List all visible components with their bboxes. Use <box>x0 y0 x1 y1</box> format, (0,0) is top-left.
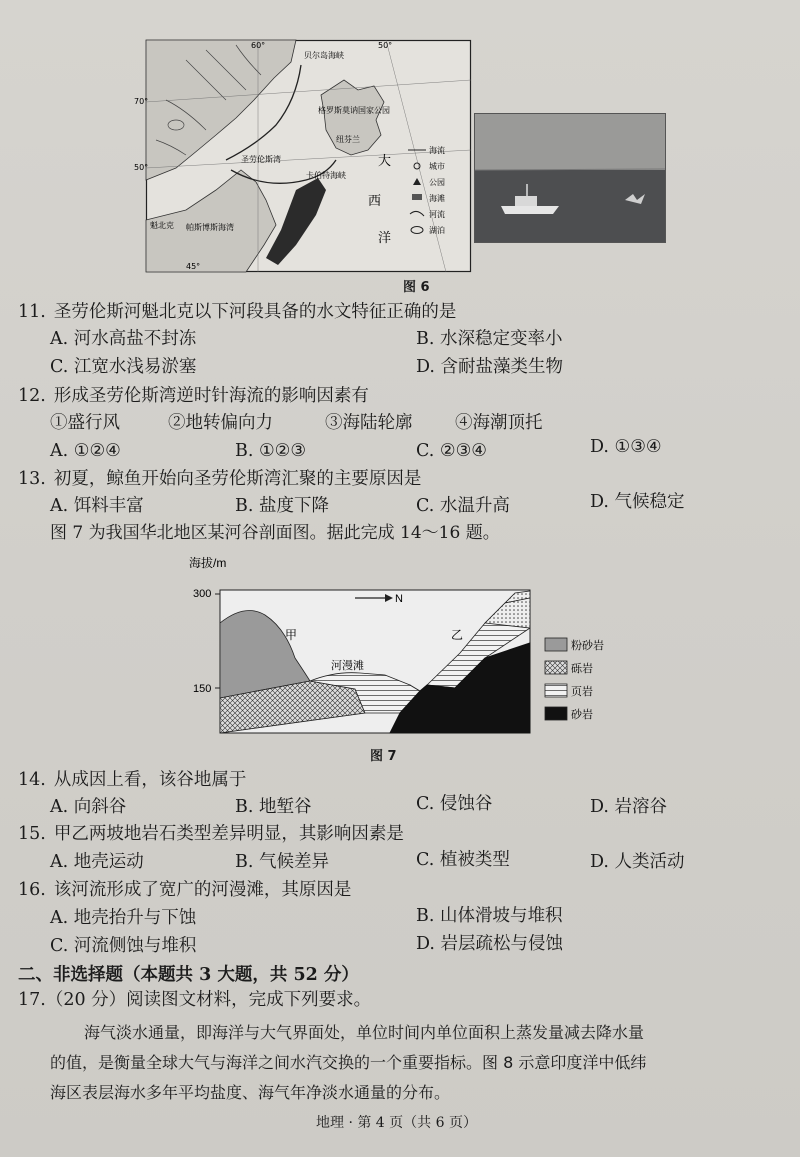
lon-45-label: 45° <box>186 262 201 271</box>
question-14: 14. 从成因上看，该谷地属于 <box>18 770 247 790</box>
q13-option-d[interactable]: D. 气候稳定 <box>590 492 685 512</box>
slope-yi-label: 乙 <box>451 628 464 642</box>
svg-text:粉砂岩: 粉砂岩 <box>571 639 604 652</box>
q16-option-c[interactable]: C. 河流侧蚀与堆积 <box>50 936 197 956</box>
figure7-tick-150: 150 <box>193 683 212 695</box>
q17-paragraph-line-3: 海区表层海水多年平均盐度、海气年净淡水通量的分布。 <box>50 1083 451 1102</box>
gros-morne-label: 格罗斯莫讷国家公园 <box>318 106 390 115</box>
q12-option-c[interactable]: C. ②③④ <box>416 441 487 461</box>
q12-option-a[interactable]: A. ①②④ <box>50 441 121 461</box>
figure7-intro: 图 7 为我国华北地区某河谷剖面图。据此完成 14～16 题。 <box>50 523 500 543</box>
lon-60-label: 60° <box>251 41 266 50</box>
q11-option-a[interactable]: A. 河水高盐不封冻 <box>50 329 197 349</box>
q14-option-d[interactable]: D. 岩溶谷 <box>590 797 668 817</box>
newfoundland-label: 纽芬兰 <box>336 135 360 144</box>
svg-text:砾岩: 砾岩 <box>571 662 593 675</box>
q11-option-d[interactable]: D. 含耐盐藻类生物 <box>416 357 564 377</box>
q15-option-c[interactable]: C. 植被类型 <box>416 850 510 870</box>
question-11: 11. 圣劳伦斯河魁北克以下河段具备的水文特征正确的是 <box>18 302 457 322</box>
q14-option-b[interactable]: B. 地堑谷 <box>235 797 312 817</box>
question-13: 13. 初夏，鲸鱼开始向圣劳伦斯湾汇聚的主要原因是 <box>18 469 422 489</box>
q12-factor-4: ④海潮顶托 <box>455 413 543 433</box>
svg-text:湖泊: 湖泊 <box>429 226 445 235</box>
q11-option-c[interactable]: C. 江宽水浅易淤塞 <box>50 357 197 377</box>
q12-factor-3: ③海陆轮廓 <box>325 413 413 433</box>
figure6-map <box>134 40 471 272</box>
q13-option-b[interactable]: B. 盐度下降 <box>235 496 329 516</box>
svg-text:海流: 海流 <box>429 146 445 155</box>
svg-text:海滩: 海滩 <box>429 194 445 203</box>
question-12: 12. 形成圣劳伦斯湾逆时针海流的影响因素有 <box>18 386 369 406</box>
quebec-label: 魁北克 <box>150 221 174 230</box>
figure7-caption: 图 7 <box>370 749 397 764</box>
q12-option-b[interactable]: B. ①②③ <box>235 441 307 461</box>
svg-text:公园: 公园 <box>429 178 445 187</box>
lat-70-label: 70° <box>134 97 149 106</box>
q12-option-d[interactable]: D. ①③④ <box>590 437 662 457</box>
svg-text:城市: 城市 <box>429 162 445 171</box>
q16-option-b[interactable]: B. 山体滑坡与堆积 <box>416 906 563 926</box>
slope-jia-label: 甲 <box>285 628 298 642</box>
lat-50-label: 50° <box>134 163 149 172</box>
q16-option-d[interactable]: D. 岩层疏松与侵蚀 <box>416 934 564 954</box>
q13-option-a[interactable]: A. 饵料丰富 <box>50 496 144 516</box>
question-16: 16. 该河流形成了宽广的河漫滩，其原因是 <box>18 880 352 900</box>
figure6-caption: 图 6 <box>403 280 430 295</box>
q17-paragraph-line-2: 的值，是衡量全球大气与海洋之间水汽交换的一个重要指标。图 8 示意印度洋中低纬 <box>50 1053 647 1072</box>
q15-option-a[interactable]: A. 地壳运动 <box>50 852 144 872</box>
belle-isle-label: 贝尔岛海峡 <box>304 51 344 60</box>
q16-option-a[interactable]: A. 地壳抬升与下蚀 <box>50 908 197 928</box>
q17-paragraph-line-1: 海气淡水通量，即海洋与大气界面处，单位时间内单位面积上蒸发量减去降水量 <box>84 1023 645 1042</box>
floodplain-label: 河漫滩 <box>331 659 364 672</box>
lon-50-label: 50° <box>378 41 393 50</box>
st-lawrence-bay-label: 圣劳伦斯湾 <box>241 155 281 164</box>
q11-option-b[interactable]: B. 水深稳定变率小 <box>416 329 563 349</box>
figure7-legend <box>545 638 604 721</box>
figure6-photo <box>474 113 666 243</box>
question-15: 15. 甲乙两坡地岩石类型差异明显，其影响因素是 <box>18 824 404 844</box>
q13-option-c[interactable]: C. 水温升高 <box>416 496 510 516</box>
svg-text:砂岩: 砂岩 <box>571 708 593 721</box>
q14-option-c[interactable]: C. 侵蚀谷 <box>416 794 493 814</box>
ocean-char-1: 大 <box>378 154 392 169</box>
q12-factor-1: ①盛行风 <box>50 413 120 433</box>
pasbos-label: 帕斯博斯海湾 <box>186 223 234 232</box>
q15-option-b[interactable]: B. 气候差异 <box>235 852 329 872</box>
q12-factor-2: ②地转偏向力 <box>168 413 273 433</box>
ocean-char-2: 西 <box>368 194 382 209</box>
page-footer: 地理 · 第 4 页（共 6 页） <box>316 1115 477 1131</box>
q15-option-d[interactable]: D. 人类活动 <box>590 852 685 872</box>
svg-text:河流: 河流 <box>429 210 445 219</box>
ocean-char-3: 洋 <box>378 231 392 246</box>
figure7-profile <box>185 553 610 763</box>
question-17-head: 17.（20 分）阅读图文材料，完成下列要求。 <box>18 990 372 1010</box>
svg-text:页岩: 页岩 <box>571 685 593 698</box>
section-two-heading: 二、非选择题（本题共 3 大题，共 52 分） <box>18 965 359 985</box>
cabot-strait-label: 卡伯特海峡 <box>306 171 346 180</box>
north-label: N <box>395 593 403 605</box>
figure7-ylabel: 海拔/m <box>189 556 227 570</box>
q14-option-a[interactable]: A. 向斜谷 <box>50 797 127 817</box>
figure7-tick-300: 300 <box>193 588 212 600</box>
